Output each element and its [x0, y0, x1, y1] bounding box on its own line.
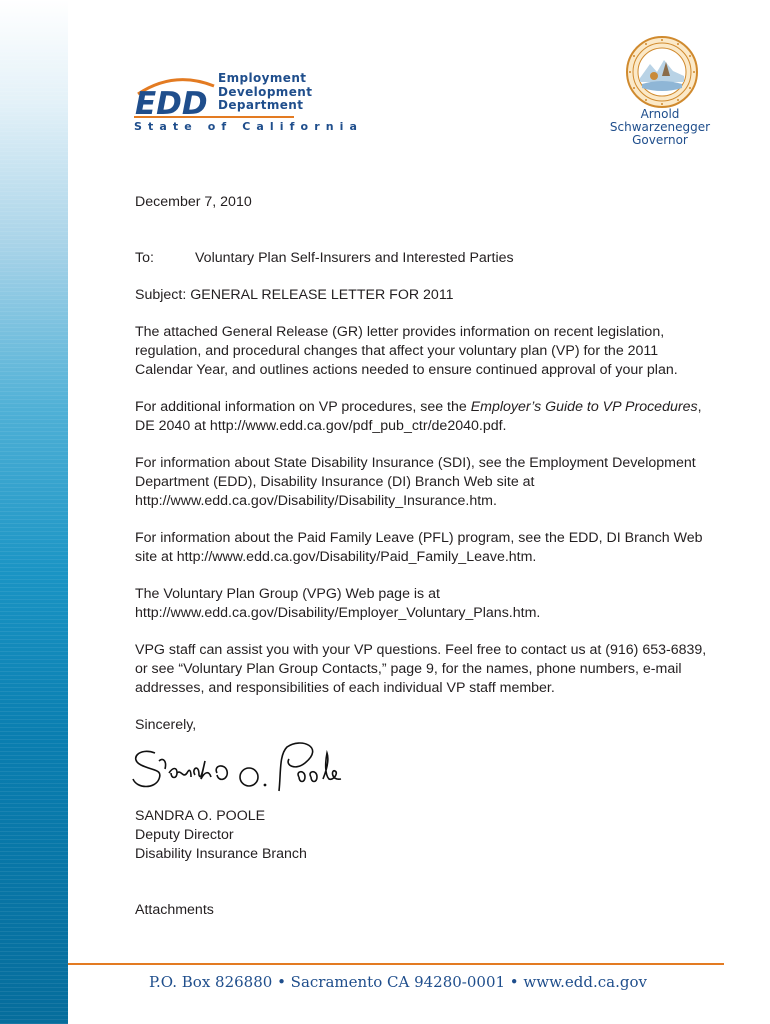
para2-text: For additional information on VP procedures, see the [135, 399, 471, 415]
signer-block [135, 807, 715, 864]
paragraph-sdi: For information about State Disability Insurance (SDI), see the Employment Development Department (EDD), Disability Insurance (DI) Branch Web site at http://www.edd.ca.gov/Disability/Disability_Insurance.htm. [135, 455, 696, 509]
department-line-2: Development [218, 84, 313, 99]
california-seal-icon [626, 36, 698, 108]
paragraph-vpg-page: The Voluntary Plan Group (VPG) Web page is at http://www.edd.ca.gov/Disability/Employer_Voluntary_Plans.htm. [135, 586, 541, 621]
paragraph-intro: The attached General Release (GR) letter provides information on recent legislation, regulation, and procedural changes that affect your voluntary plan (VP) for the 2011 Calendar Year, and outlines actions needed to ensure continued approval of your plan. [135, 324, 678, 378]
letter-body [135, 193, 715, 920]
employers-guide-title: Employer’s Guide to VP Procedures [470, 399, 698, 415]
attachments-note: Attachments [135, 902, 214, 918]
footer-address: P.O. Box 826880 • Sacramento CA 94280-0001 • www.edd.ca.gov [148, 973, 648, 991]
signature-image [129, 739, 369, 801]
edd-logo [134, 70, 364, 136]
department-line-3: Department [218, 98, 304, 112]
band-stripes [0, 0, 68, 1024]
state-of-california: State of California [134, 120, 364, 133]
signer-branch: Disability Insurance Branch [135, 846, 307, 862]
edd-logo-mark [134, 76, 216, 116]
to-value: Voluntary Plan Self-Insurers and Interested Parties [195, 250, 514, 266]
governor-name: Arnold Schwarzenegger [609, 107, 711, 134]
recipient-line [135, 249, 715, 268]
to-label: To: [135, 250, 154, 266]
governor-title: Governor [632, 133, 688, 147]
department-line-1: Employment [218, 71, 307, 85]
logo-rule [134, 116, 294, 118]
department-name [218, 72, 312, 113]
edd-letters: EDD [135, 86, 208, 116]
subject-line: Subject: GENERAL RELEASE LETTER FOR 2011 [135, 287, 454, 303]
paragraph-pfl: For information about the Paid Family Leave (PFL) program, see the EDD, DI Branch Web site at http://www.edd.ca.gov/Disability/Paid_Family_Leave.htm. [135, 530, 703, 565]
para2-text-end: , DE 2040 at http://www.edd.ca.gov/pdf_pub_ctr/de2040.pdf. [135, 399, 702, 434]
signer-title: Deputy Director [135, 827, 234, 843]
signer-name: SANDRA O. POOLE [135, 808, 266, 824]
footer-rule [68, 963, 724, 965]
governor-block [590, 108, 730, 147]
left-decorative-band [0, 0, 68, 1024]
paragraph-vp-procedures [135, 398, 715, 436]
letter-date: December 7, 2010 [135, 194, 252, 210]
paragraph-contact: VPG staff can assist you with your VP questions. Feel free to contact us at (916) 653-6839, or see “Voluntary Plan Group Contacts,” page 9, for the names, phone numbers, e-mail addresses, and responsibilities of each individual VP staff member. [135, 642, 707, 696]
closing: Sincerely, [135, 717, 197, 733]
